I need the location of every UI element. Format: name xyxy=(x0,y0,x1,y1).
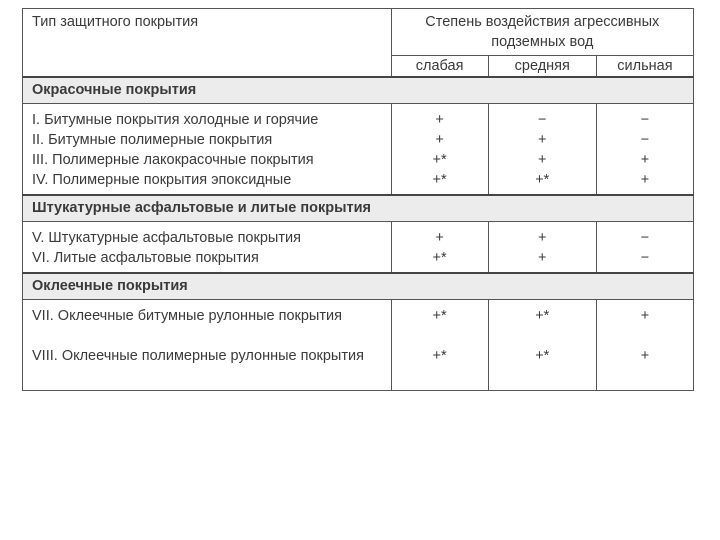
cell-value: + xyxy=(640,172,650,188)
section-membrane-strong xyxy=(596,300,693,391)
row-name: VII. Оклеечные битумные рулонные покрытия xyxy=(32,308,342,324)
section-plaster-medium xyxy=(488,222,596,274)
section-paint-names xyxy=(23,104,392,196)
cell-value: − xyxy=(640,112,650,128)
cell-value: − xyxy=(640,132,650,148)
coating-table xyxy=(22,8,694,391)
cell-value: +* xyxy=(432,348,447,364)
header-group-label: Степень воздействия агрессивных подземных вод xyxy=(391,9,693,56)
cell-value: + xyxy=(435,112,444,128)
section-membrane-weak xyxy=(391,300,488,391)
cell-value: + xyxy=(538,132,547,148)
cell-value: +* xyxy=(432,250,447,266)
header-strong: сильная xyxy=(596,56,693,78)
section-membrane-names xyxy=(23,300,392,391)
row-name: II. Битумные полимерные покрытия xyxy=(32,132,273,148)
cell-value: + xyxy=(640,348,650,364)
cell-value: + xyxy=(538,230,547,246)
header-medium: средняя xyxy=(488,56,596,78)
cell-value: +* xyxy=(432,308,447,324)
header-type-label: Тип защитного покрытия xyxy=(23,9,392,78)
cell-value: + xyxy=(640,308,650,324)
cell-value: − xyxy=(640,230,650,246)
cell-value: +* xyxy=(432,172,447,188)
cell-value: − xyxy=(640,250,650,266)
cell-value: +* xyxy=(535,308,550,324)
cell-value: + xyxy=(435,230,444,246)
row-name: VIII. Оклеечные полимерные рулонные покрытия xyxy=(32,348,364,364)
cell-value: + xyxy=(640,152,650,168)
row-name: IV. Полимерные покрытия эпоксидные xyxy=(32,172,292,188)
header-weak: слабая xyxy=(391,56,488,78)
section-paint-strong xyxy=(596,104,693,196)
section-plaster-weak xyxy=(391,222,488,274)
cell-value: + xyxy=(538,250,547,266)
coating-table-container xyxy=(22,8,694,391)
section-title-plaster: Штукатурные асфальтовые и литые покрытия xyxy=(23,195,694,222)
cell-value: + xyxy=(435,132,444,148)
row-name: III. Полимерные лакокрасочные покрытия xyxy=(32,152,314,168)
cell-value: +* xyxy=(535,348,550,364)
row-name: I. Битумные покрытия холодные и горячие xyxy=(32,112,319,128)
cell-value: +* xyxy=(432,152,447,168)
section-plaster-strong xyxy=(596,222,693,274)
cell-value: − xyxy=(538,112,547,128)
cell-value: +* xyxy=(535,172,550,188)
section-title-membrane: Оклеечные покрытия xyxy=(23,273,694,300)
section-paint-medium xyxy=(488,104,596,196)
section-paint-weak xyxy=(391,104,488,196)
cell-value: + xyxy=(538,152,547,168)
row-name: VI. Литые асфальтовые покрытия xyxy=(32,250,259,266)
section-title-paint: Окрасочные покрытия xyxy=(23,77,694,104)
row-name: V. Штукатурные асфальтовые покрытия xyxy=(32,230,301,246)
section-plaster-names xyxy=(23,222,392,274)
section-membrane-medium xyxy=(488,300,596,391)
